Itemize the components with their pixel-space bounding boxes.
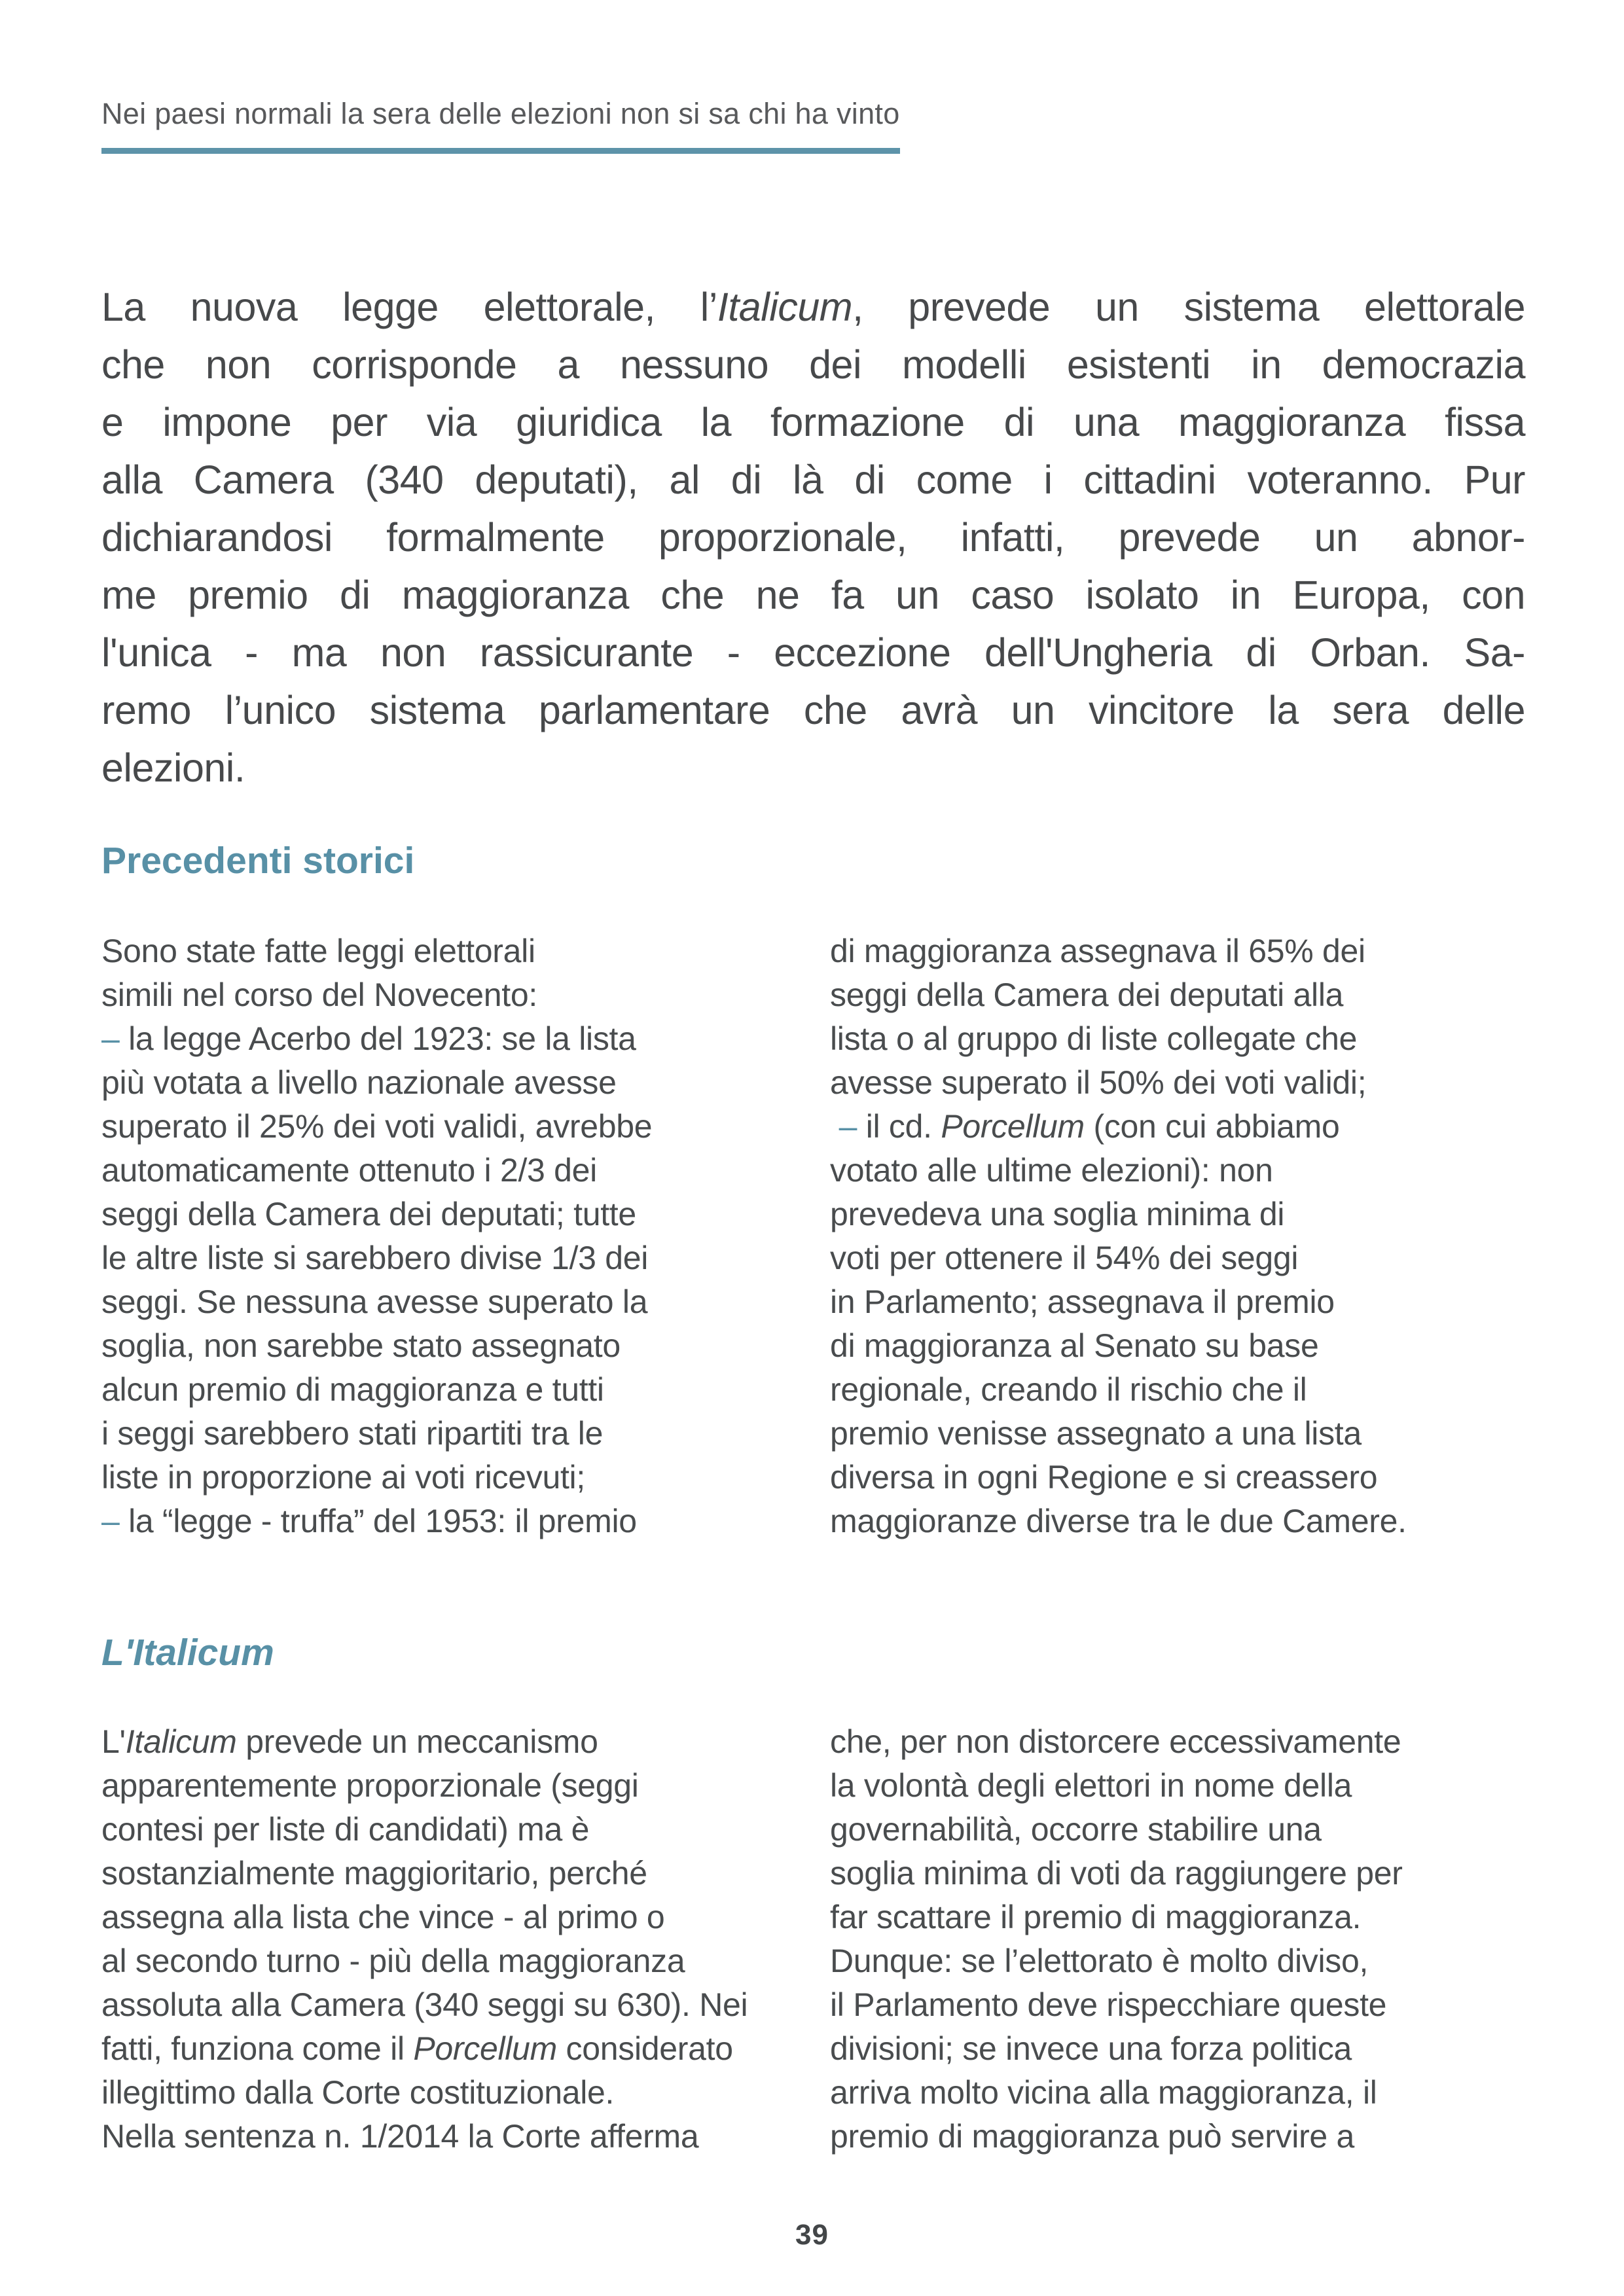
text-line: lista o al gruppo di liste collegate che [830,1020,1358,1057]
column-left [101,1720,765,2159]
column-left [101,929,765,1543]
text-line: me premio di maggioranza che ne fa un caso isolato in Europa, con [101,573,1525,617]
text-line: Dunque: se l’elettorato è molto diviso, [830,1943,1369,1979]
text-line: diversa in ogni Regione e si creassero [830,1459,1378,1496]
text-line: avesse superato il 50% dei voti validi; [830,1064,1367,1101]
text-line: L'Italicum prevede un meccanismo [101,1723,598,1760]
section-heading-precedenti-storici: Precedenti storici [101,840,415,882]
text-line: i seggi sarebbero stati ripartiti tra le [101,1415,604,1452]
text-line: Nella sentenza n. 1/2014 la Corte afferma [101,2118,699,2155]
lead-paragraph [101,278,1525,797]
text-line: arriva molto vicina alla maggioranza, il [830,2074,1377,2111]
text-line: che, per non distorcere eccessivamente [830,1723,1401,1760]
page-header [101,97,900,154]
text-line: divisioni; se invece una forza politica [830,2030,1352,2067]
text-line: le altre liste si sarebbero divise 1/3 dei [101,1240,649,1276]
text-line: di maggioranza al Senato su base [830,1327,1319,1364]
text-line: maggioranze diverse tra le due Camere. [830,1503,1407,1539]
section-italicum-columns [101,1720,1555,2159]
text-line: Sono state fatte leggi elettorali [101,933,535,969]
text-line: più votata a livello nazionale avesse [101,1064,617,1101]
text-line: alcun premio di maggioranza e tutti [101,1371,604,1408]
text-line: soglia minima di voti da raggiungere per [830,1855,1403,1892]
text-line: e impone per via giuridica la formazione di una maggioranza fissa [101,400,1525,444]
text-line: alla Camera (340 deputati), al di là di come i cittadini voteranno. Pur [101,457,1525,502]
text-line: al secondo turno - più della maggioranza [101,1943,685,1979]
text-line: prevedeva una soglia minima di [830,1196,1285,1232]
text-line: assegna alla lista che vince - al primo o [101,1899,665,1935]
text-line: apparentemente proporzionale (seggi [101,1767,639,1804]
text-line: automaticamente ottenuto i 2/3 dei [101,1152,597,1189]
text-line: simili nel corso del Novecento: [101,977,537,1013]
text-line: seggi. Se nessuna avesse superato la [101,1283,648,1320]
text-line: premio di maggioranza può servire a [830,2118,1355,2155]
text-line: sostanzialmente maggioritario, perché [101,1855,647,1892]
text-line: seggi della Camera dei deputati; tutte [101,1196,636,1232]
text-line: in Parlamento; assegnava il premio [830,1283,1335,1320]
text-line: contesi per liste di candidati) ma è [101,1811,590,1848]
section-precedenti-storici-columns [101,929,1555,1543]
page-number: 39 [795,2219,829,2251]
text-line: dichiarandosi formalmente proporzionale, infatti, prevede un abnor- [101,515,1525,560]
text-line: remo l’unico sistema parlamentare che avrà un vincitore la sera delle [101,688,1525,732]
text-line: soglia, non sarebbe stato assegnato [101,1327,621,1364]
text-line: l'unica - ma non rassicurante - eccezione dell'Ungheria di Orban. Sa- [101,630,1525,675]
running-header-title: Nei paesi normali la sera delle elezioni non si sa chi ha vinto [101,97,900,154]
text-line: seggi della Camera dei deputati alla [830,977,1344,1013]
section-heading-italicum: L'Italicum [101,1632,274,1674]
text-line: – la “legge - truffa” del 1953: il premio [101,1503,637,1539]
text-line: fatti, funziona come il Porcellum considerato [101,2030,733,2067]
text-line: votato alle ultime elezioni): non [830,1152,1273,1189]
text-line: illegittimo dalla Corte costituzionale. [101,2074,615,2111]
text-line: assoluta alla Camera (340 seggi su 630). Nei [101,1986,748,2023]
text-line: elezioni. [101,745,245,790]
column-right [830,1720,1555,2159]
text-line: liste in proporzione ai voti ricevuti; [101,1459,585,1496]
text-line: voti per ottenere il 54% dei seggi [830,1240,1299,1276]
text-line: che non corrisponde a nessuno dei modelli esistenti in democrazia [101,342,1525,387]
text-line: superato il 25% dei voti validi, avrebbe [101,1108,653,1145]
column-right [830,929,1555,1543]
text-line: far scattare il premio di maggioranza. [830,1899,1362,1935]
text-line: regionale, creando il rischio che il [830,1371,1307,1408]
text-line: – il cd. Porcellum (con cui abbiamo [830,1108,1340,1145]
text-line: di maggioranza assegnava il 65% dei [830,933,1365,969]
text-line: La nuova legge elettorale, l’Italicum, prevede un sistema elettorale [101,285,1525,329]
text-line: la volontà degli elettori in nome della [830,1767,1352,1804]
text-line: premio venisse assegnato a una lista [830,1415,1362,1452]
text-line: governabilità, occorre stabilire una [830,1811,1322,1848]
text-line: il Parlamento deve rispecchiare queste [830,1986,1387,2023]
text-line: – la legge Acerbo del 1923: se la lista [101,1020,636,1057]
